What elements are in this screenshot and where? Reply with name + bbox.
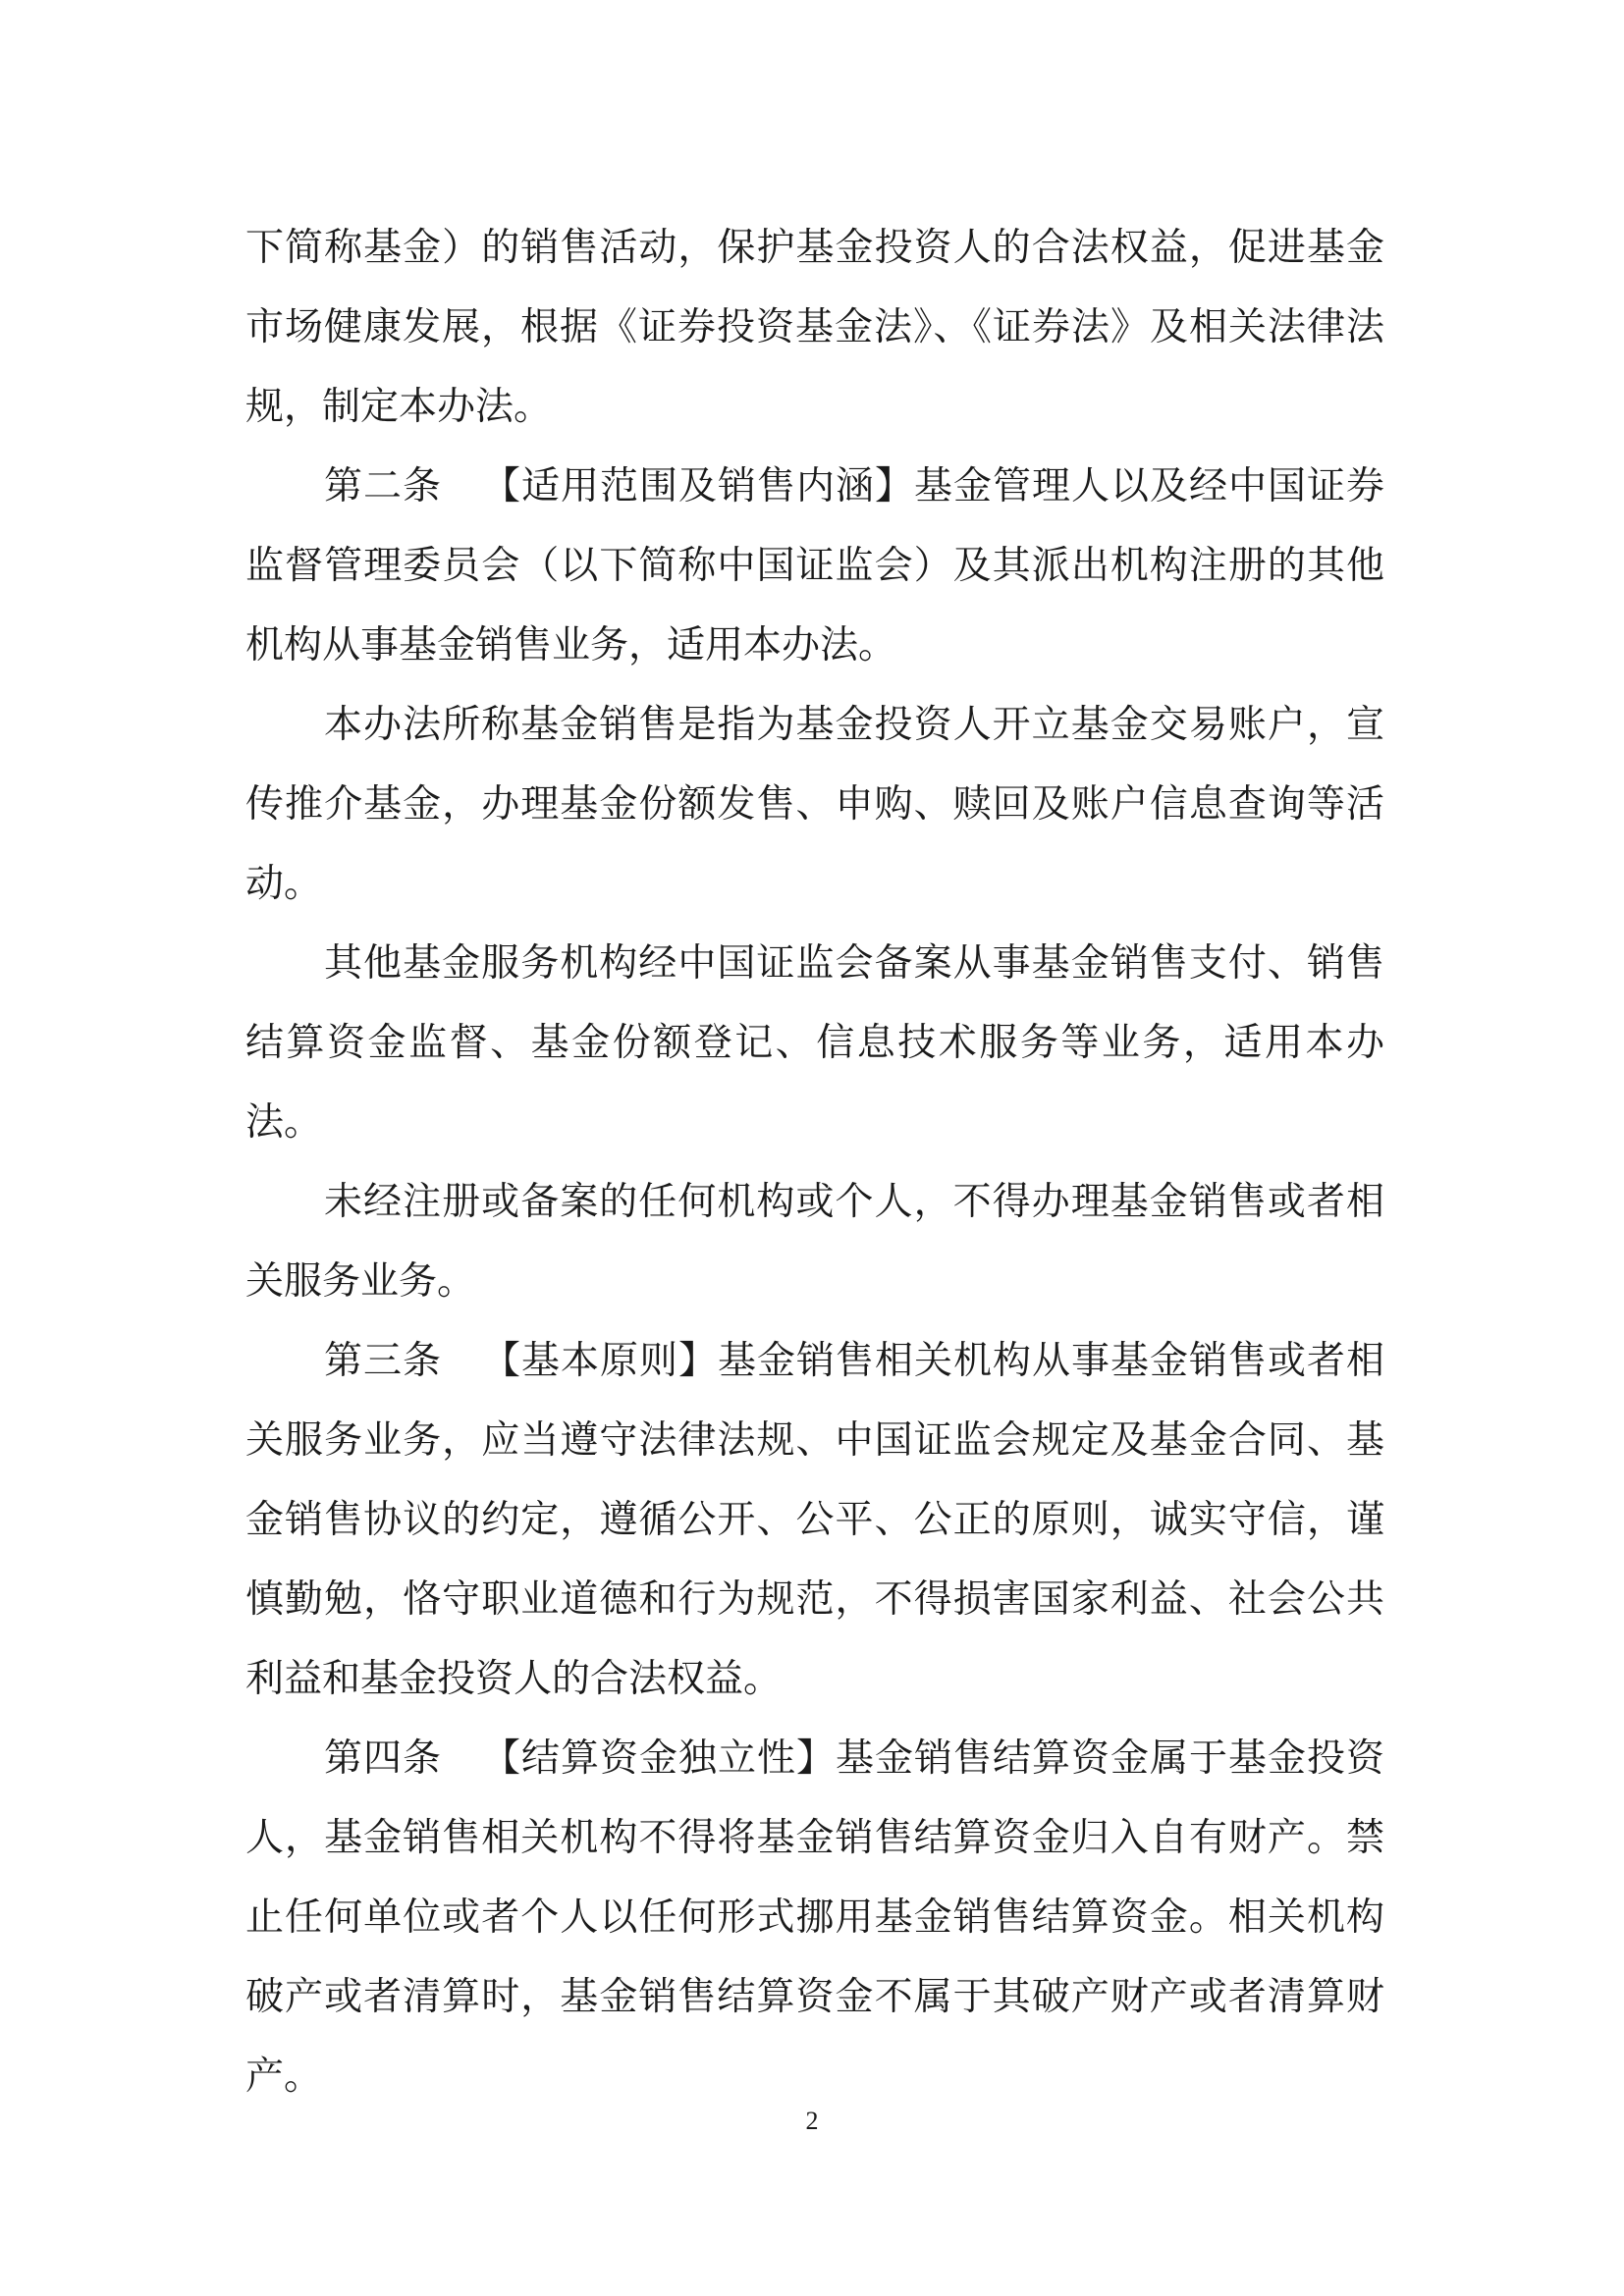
article-number: 第二条 (324, 464, 442, 508)
paragraph-text: 其他基金服务机构经中国证监会备案从事基金销售支付、销售结算资金监督、基金份额登记、信息技术服务等业务，适用本办法。 (245, 941, 1384, 1145)
paragraph-text: 【适用范围及销售内涵】基金管理人以及经中国证券监督管理委员会（以下简称中国证监会）及其派出机构注册的其他机构从事基金销售业务，适用本办法。 (245, 464, 1384, 667)
paragraph-article-2 (245, 447, 1384, 685)
paragraph-article-4 (245, 1719, 1384, 2116)
paragraph-article-3 (245, 1321, 1384, 1719)
paragraph-text: 未经注册或备案的任何机构或个人，不得办理基金销售或者相关服务业务。 (245, 1180, 1384, 1304)
paragraph-text: 下简称基金）的销售活动，保护基金投资人的合法权益，促进基金市场健康发展，根据《证券投资基金法》、《证券法》及相关法律法规，制定本办法。 (245, 226, 1384, 429)
page-number: 2 (805, 2107, 819, 2135)
article-number: 第四条 (324, 1736, 442, 1781)
paragraph-4 (245, 924, 1384, 1162)
paragraph-1 (245, 208, 1384, 447)
article-number: 第三条 (324, 1339, 442, 1383)
paragraph-3 (245, 685, 1384, 924)
document-body (245, 208, 1384, 2116)
paragraph-5 (245, 1162, 1384, 1321)
paragraph-text: 本办法所称基金销售是指为基金投资人开立基金交易账户，宣传推介基金，办理基金份额发售、申购、赎回及账户信息查询等活动。 (245, 703, 1384, 906)
paragraph-text: 【结算资金独立性】基金销售结算资金属于基金投资人，基金销售相关机构不得将基金销售结算资金归入自有财产。禁止任何单位或者个人以任何形式挪用基金销售结算资金。相关机构破产或者清算时，基金销售结算资金不属于其破产财产或者清算财产。 (245, 1736, 1384, 2099)
paragraph-text: 【基本原则】基金销售相关机构从事基金销售或者相关服务业务，应当遵守法律法规、中国证监会规定及基金合同、基金销售协议的约定，遵循公开、公平、公正的原则，诚实守信，谨慎勤勉，恪守职业道德和行为规范，不得损害国家利益、社会公共利益和基金投资人的合法权益。 (245, 1339, 1384, 1701)
